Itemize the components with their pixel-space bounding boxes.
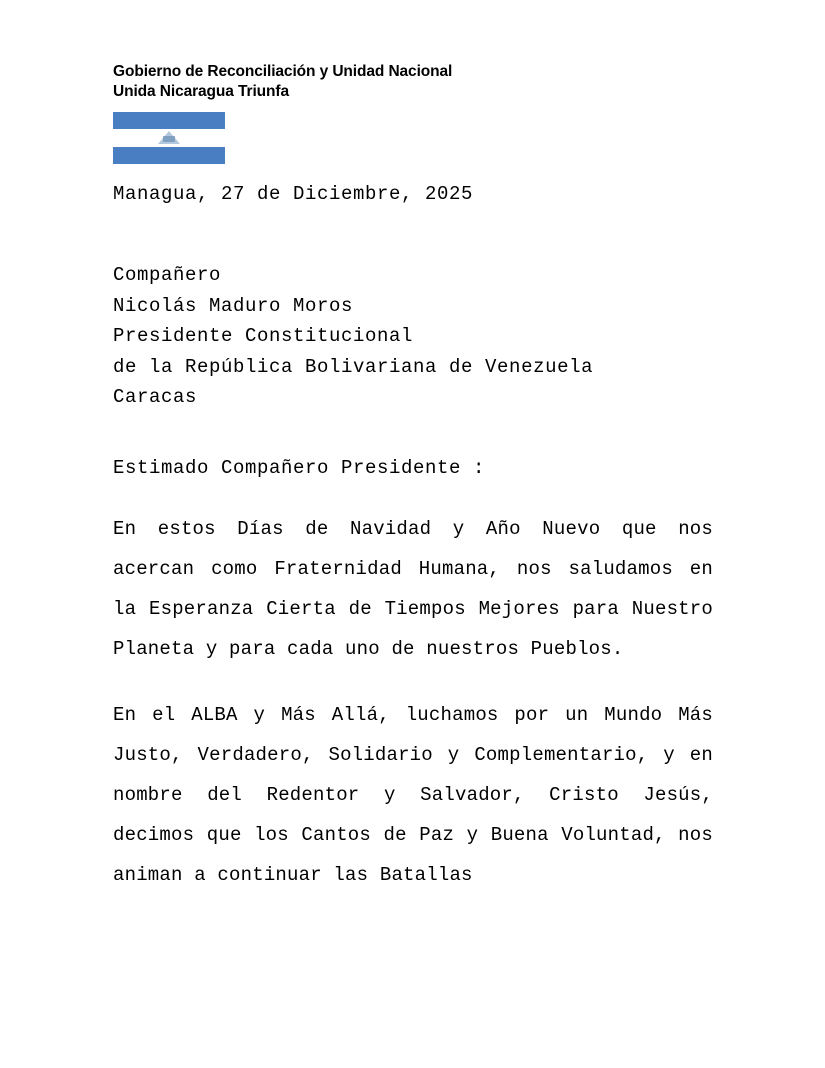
letterhead	[113, 62, 733, 102]
flag-emblem-icon	[158, 131, 180, 145]
addressee-line-5: Caracas	[113, 386, 198, 408]
letter-paragraph: En el ALBA y Más Allá, luchamos por un Mundo Más Justo, Verdadero, Solidario y Complementario, y en nombre del Redentor y Salvador, Cristo Jesús, decimos que los Cantos de Paz y Buena Voluntad, nos animan a continuar las Batallas	[113, 703, 713, 886]
letter-paragraph: En estos Días de Navidad y Año Nuevo que nos acercan como Fraternidad Humana, nos saludamos en la Esperanza Cierta de Tiempos Mejores para Nuestro Planeta y para cada uno de nuestros Pueblos.	[113, 517, 713, 660]
letterhead-line-2: Unida Nicaragua Triunfa	[113, 83, 289, 100]
letter-date: Managua, 27 de Diciembre, 2025	[113, 183, 474, 205]
addressee-line-4: de la República Bolivariana de Venezuela	[113, 355, 594, 378]
letter-salutation: Estimado Compañero Presidente :	[113, 456, 486, 479]
addressee-line-2: Nicolás Maduro Moros	[113, 294, 354, 317]
addressee-line-1: Compañero	[113, 264, 222, 286]
letter-body	[113, 180, 713, 895]
spacer	[113, 483, 713, 509]
spacer	[113, 669, 713, 695]
letterhead-line-1: Gobierno de Reconciliación y Unidad Nacional	[113, 63, 453, 80]
flag-middle-band	[113, 129, 225, 147]
spacer	[113, 413, 713, 453]
nicaragua-flag-icon	[113, 112, 225, 164]
flag-top-band	[113, 112, 225, 129]
addressee-line-3: Presidente Constitucional	[113, 325, 414, 347]
spacer	[113, 208, 713, 260]
flag-bottom-band	[113, 147, 225, 164]
